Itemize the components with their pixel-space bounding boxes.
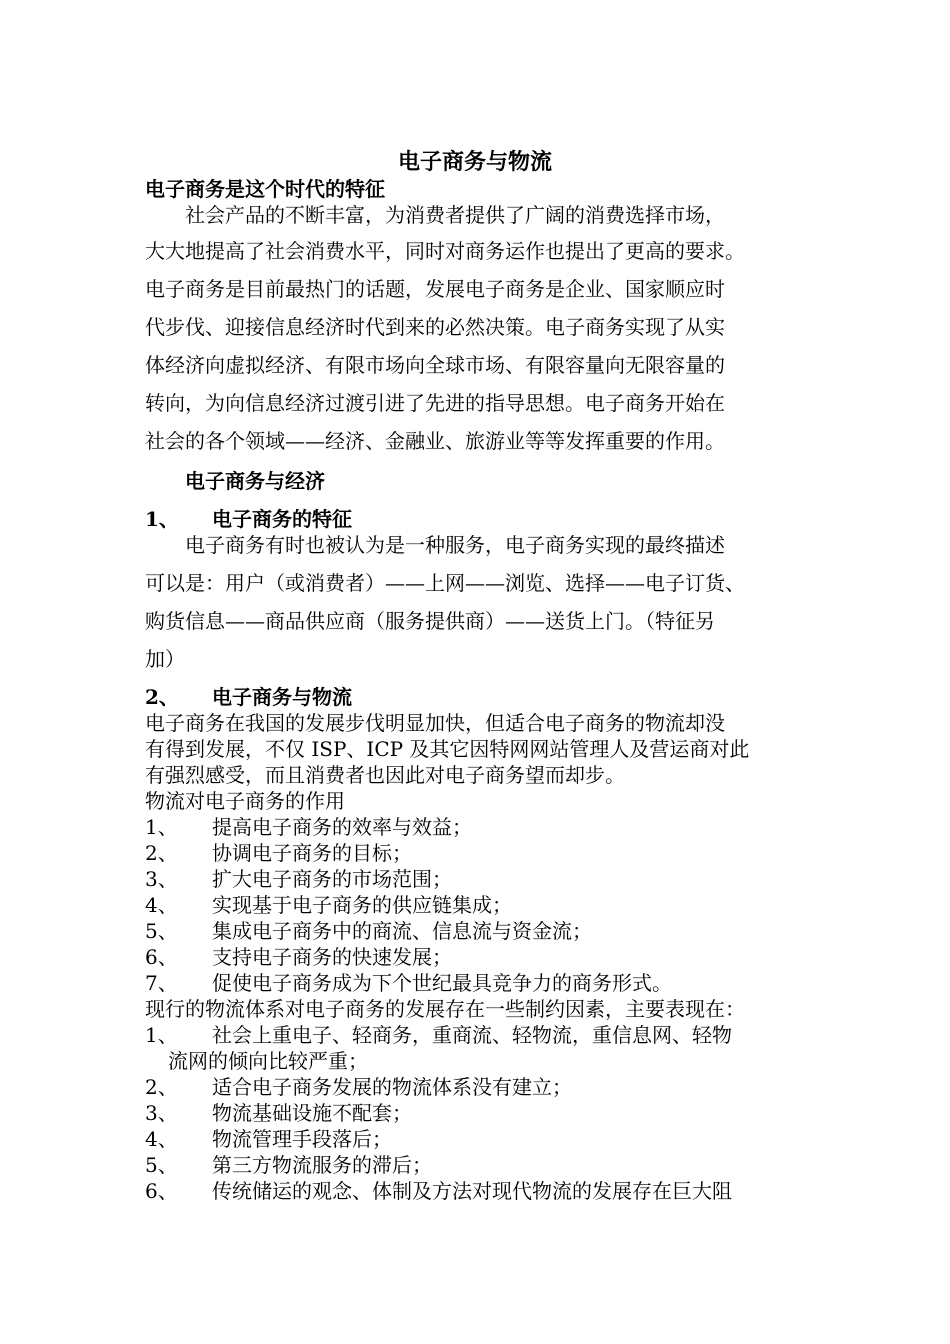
list-number: 1、: [145, 815, 178, 839]
paragraph-line: 有得到发展，不仅 ISP、ICP 及其它因特网网站管理人及营运商对此: [145, 737, 750, 761]
list-item: [145, 944, 452, 970]
paragraph-line: 大大地提高了社会消费水平，同时对商务运作也提出了更高的要求。: [145, 239, 745, 263]
list-text: 第三方物流服务的滞后；: [212, 1153, 432, 1177]
list-text: 物流管理手段落后；: [212, 1127, 392, 1151]
paragraph-line: 体经济向虚拟经济、有限市场向全球市场、有限容量向无限容量的: [145, 353, 725, 377]
paragraph-line: 社会的各个领域——经济、金融业、旅游业等等发挥重要的作用。: [145, 429, 725, 453]
list-item: [145, 892, 512, 918]
list-text: 扩大电子商务的市场范围；: [212, 867, 452, 891]
list-number: 1、: [145, 1023, 178, 1047]
list-number: 5、: [145, 919, 178, 943]
list-item: [145, 1074, 572, 1100]
paragraph-line: 电子商务是目前最热门的话题，发展电子商务是企业、国家顺应时: [145, 277, 725, 301]
paragraph-line: 购货信息——商品供应商（服务提供商）——送货上门。（特征另: [145, 609, 715, 633]
list-text: 集成电子商务中的商流、信息流与资金流；: [212, 919, 592, 943]
list-number: 6、: [145, 1179, 178, 1203]
section-heading-economy: 电子商务与经济: [145, 469, 325, 493]
list-text: 协调电子商务的目标；: [212, 841, 412, 865]
item-number: 2、: [145, 685, 179, 709]
list-item: [145, 1178, 732, 1204]
list-item: [145, 1152, 432, 1178]
list-text: 传统储运的观念、体制及方法对现代物流的发展存在巨大阻: [212, 1179, 732, 1203]
list-item: [145, 814, 472, 840]
paragraph-line: 有强烈感受，而且消费者也因此对电子商务望而却步。: [145, 763, 625, 787]
paragraph-line: 社会产品的不断丰富，为消费者提供了广阔的消费选择市场，: [145, 203, 725, 227]
list-item: [145, 970, 672, 996]
paragraph-line: 加）: [145, 647, 185, 671]
document-title: 电子商务与物流: [397, 149, 552, 175]
list-item: [145, 1100, 412, 1126]
list-number: 4、: [145, 893, 178, 917]
list-text: 适合电子商务发展的物流体系没有建立；: [212, 1075, 572, 1099]
list-item: [145, 840, 412, 866]
list-number: 5、: [145, 1153, 178, 1177]
list-number: 3、: [145, 1101, 178, 1125]
list-text: 物流基础设施不配套；: [212, 1101, 412, 1125]
list-number: 2、: [145, 1075, 178, 1099]
item-number: 1、: [145, 507, 179, 531]
item-heading-text: 电子商务的特征: [212, 507, 352, 531]
list-number: 4、: [145, 1127, 178, 1151]
section-heading-era: 电子商务是这个时代的特征: [145, 177, 385, 201]
paragraph-line: 转向，为向信息经济过渡引进了先进的指导思想。电子商务开始在: [145, 391, 725, 415]
list-text: 实现基于电子商务的供应链集成；: [212, 893, 512, 917]
list-item: [145, 918, 592, 944]
list-item: [145, 1022, 732, 1048]
item-heading-text: 电子商务与物流: [212, 685, 352, 709]
list-text: 支持电子商务的快速发展；: [212, 945, 452, 969]
item-heading-logistics: [145, 684, 352, 710]
list-number: 3、: [145, 867, 178, 891]
roles-heading: 物流对电子商务的作用: [145, 789, 345, 813]
list-item-continuation: 流网的倾向比较严重；: [168, 1049, 368, 1073]
list-number: 6、: [145, 945, 178, 969]
paragraph-line: 代步伐、迎接信息经济时代到来的必然决策。电子商务实现了从实: [145, 315, 725, 339]
constraints-heading: 现行的物流体系对电子商务的发展存在一些制约因素，主要表现在：: [145, 997, 745, 1021]
list-item: [145, 866, 452, 892]
list-item: [145, 1126, 392, 1152]
list-text: 社会上重电子、轻商务，重商流、轻物流，重信息网、轻物: [212, 1023, 732, 1047]
list-text: 促使电子商务成为下个世纪最具竞争力的商务形式。: [212, 971, 672, 995]
list-text: 提高电子商务的效率与效益；: [212, 815, 472, 839]
paragraph-line: 电子商务在我国的发展步伐明显加快，但适合电子商务的物流却没: [145, 711, 725, 735]
list-number: 2、: [145, 841, 178, 865]
list-number: 7、: [145, 971, 178, 995]
paragraph-line: 电子商务有时也被认为是一种服务，电子商务实现的最终描述: [145, 533, 725, 557]
paragraph-line: 可以是：用户（或消费者）——上网——浏览、选择——电子订货、: [145, 571, 745, 595]
item-heading-features: [145, 506, 352, 532]
